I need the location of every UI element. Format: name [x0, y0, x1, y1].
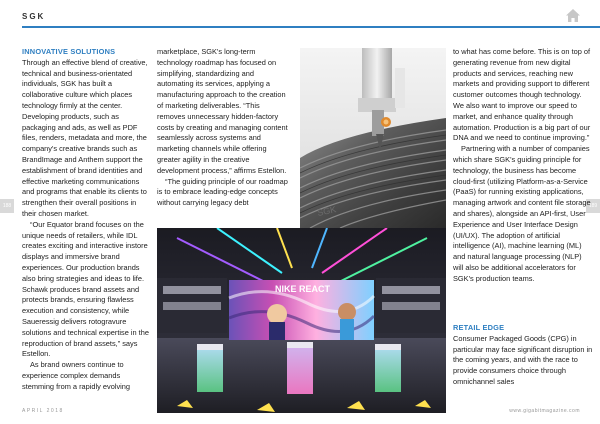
- paragraph: to what has come before. This is on top of generating revenue from new digital products and services, reaching new markets and providing support to different customer outcomes though technology. We also want to improve our speed to market, and enhance quality through automation. Production is a big part of our DNA and we need to continue improving.”: [453, 47, 591, 143]
- footer-url[interactable]: www.gigabitmagazine.com: [509, 408, 580, 414]
- section-heading-innovative: INNOVATIVE SOLUTIONS: [22, 47, 116, 56]
- header-rule: [22, 26, 600, 28]
- paragraph: Partnering with a number of companies which share SGK's guiding principle for technology, the business has become cloud-first (utilizing Platform-as-a-Service (PaaS) for running existing applications, managing artwork and content file storage and shares), alongside an API-first, User Experience and User Interface Design (UI/UX). The adoption of artificial intelligence (AI), machine learning (ML) and natural language processing (NLP) will also be additional accelerators for SGK's production teams.: [453, 144, 591, 283]
- page-number-left: 188: [0, 199, 14, 213]
- svg-text:SGK: SGK: [316, 204, 338, 218]
- section-heading-retail: RETAIL EDGE: [453, 323, 505, 332]
- machine-photo: [300, 48, 446, 228]
- column-2: [157, 47, 290, 209]
- footer-date: APRIL 2018: [22, 408, 64, 414]
- brand-label: SGK: [22, 12, 46, 21]
- paragraph: Consumer Packaged Goods (CPG) in particular may face significant disruption in the coming years, and with the race to provide consumers choice through omnichannel sales: [453, 333, 593, 386]
- paragraph: “The guiding principle of our roadmap is to embrace leading-edge concepts without carrying legacy debt: [157, 176, 288, 208]
- paragraph: Through an effective blend of creative, technical and business-orientated individuals, SGK has built a collaborative culture which places technology firmly at the center. Developing products, such as packaging and ads, as well as PDF files, renders, metadata and more, the company's creative brands such as BrandImage and Anthem support the establishment of brand identities and effective marketing communications and programs that enable its clients to strengthen their overall positions in their chosen market.: [22, 57, 148, 218]
- page-number-right: 189: [586, 199, 600, 213]
- store-sign: NIKE REACT: [275, 284, 331, 294]
- paragraph: marketplace, SGK's long-term technology roadmap has focused on simplifying, standardizing and automating its services, applying a manufacturing approach to the creation of marketing deliverables. “This removes unnecessary hidden-factory costs by creating and managing content seamlessly across systems and marketing channels while offering greater agility in the creative development process,” affirms Estellon.: [157, 47, 288, 175]
- column-3-lower: [453, 323, 593, 388]
- store-photo: [157, 228, 446, 413]
- home-icon[interactable]: [565, 8, 581, 23]
- column-3: [453, 47, 593, 285]
- column-1: [22, 47, 152, 393]
- paragraph: “Our Equator brand focuses on the unique needs of retailers, while IDL creates exciting and interactive instore displays and immersive brand experiences. Our production brands also bring strategies and ideas to life. Schawk produces brand assets and protects brands, ensuring flawless execution and consistency, while Saueressig delivers rotogravure solutions and technical expertise in the reproduction of brand assets,” says Estellon.: [22, 219, 149, 359]
- paragraph: As brand owners continue to experience complex demands stemming from a rapidly evolving: [22, 360, 131, 391]
- page-header: [0, 0, 600, 30]
